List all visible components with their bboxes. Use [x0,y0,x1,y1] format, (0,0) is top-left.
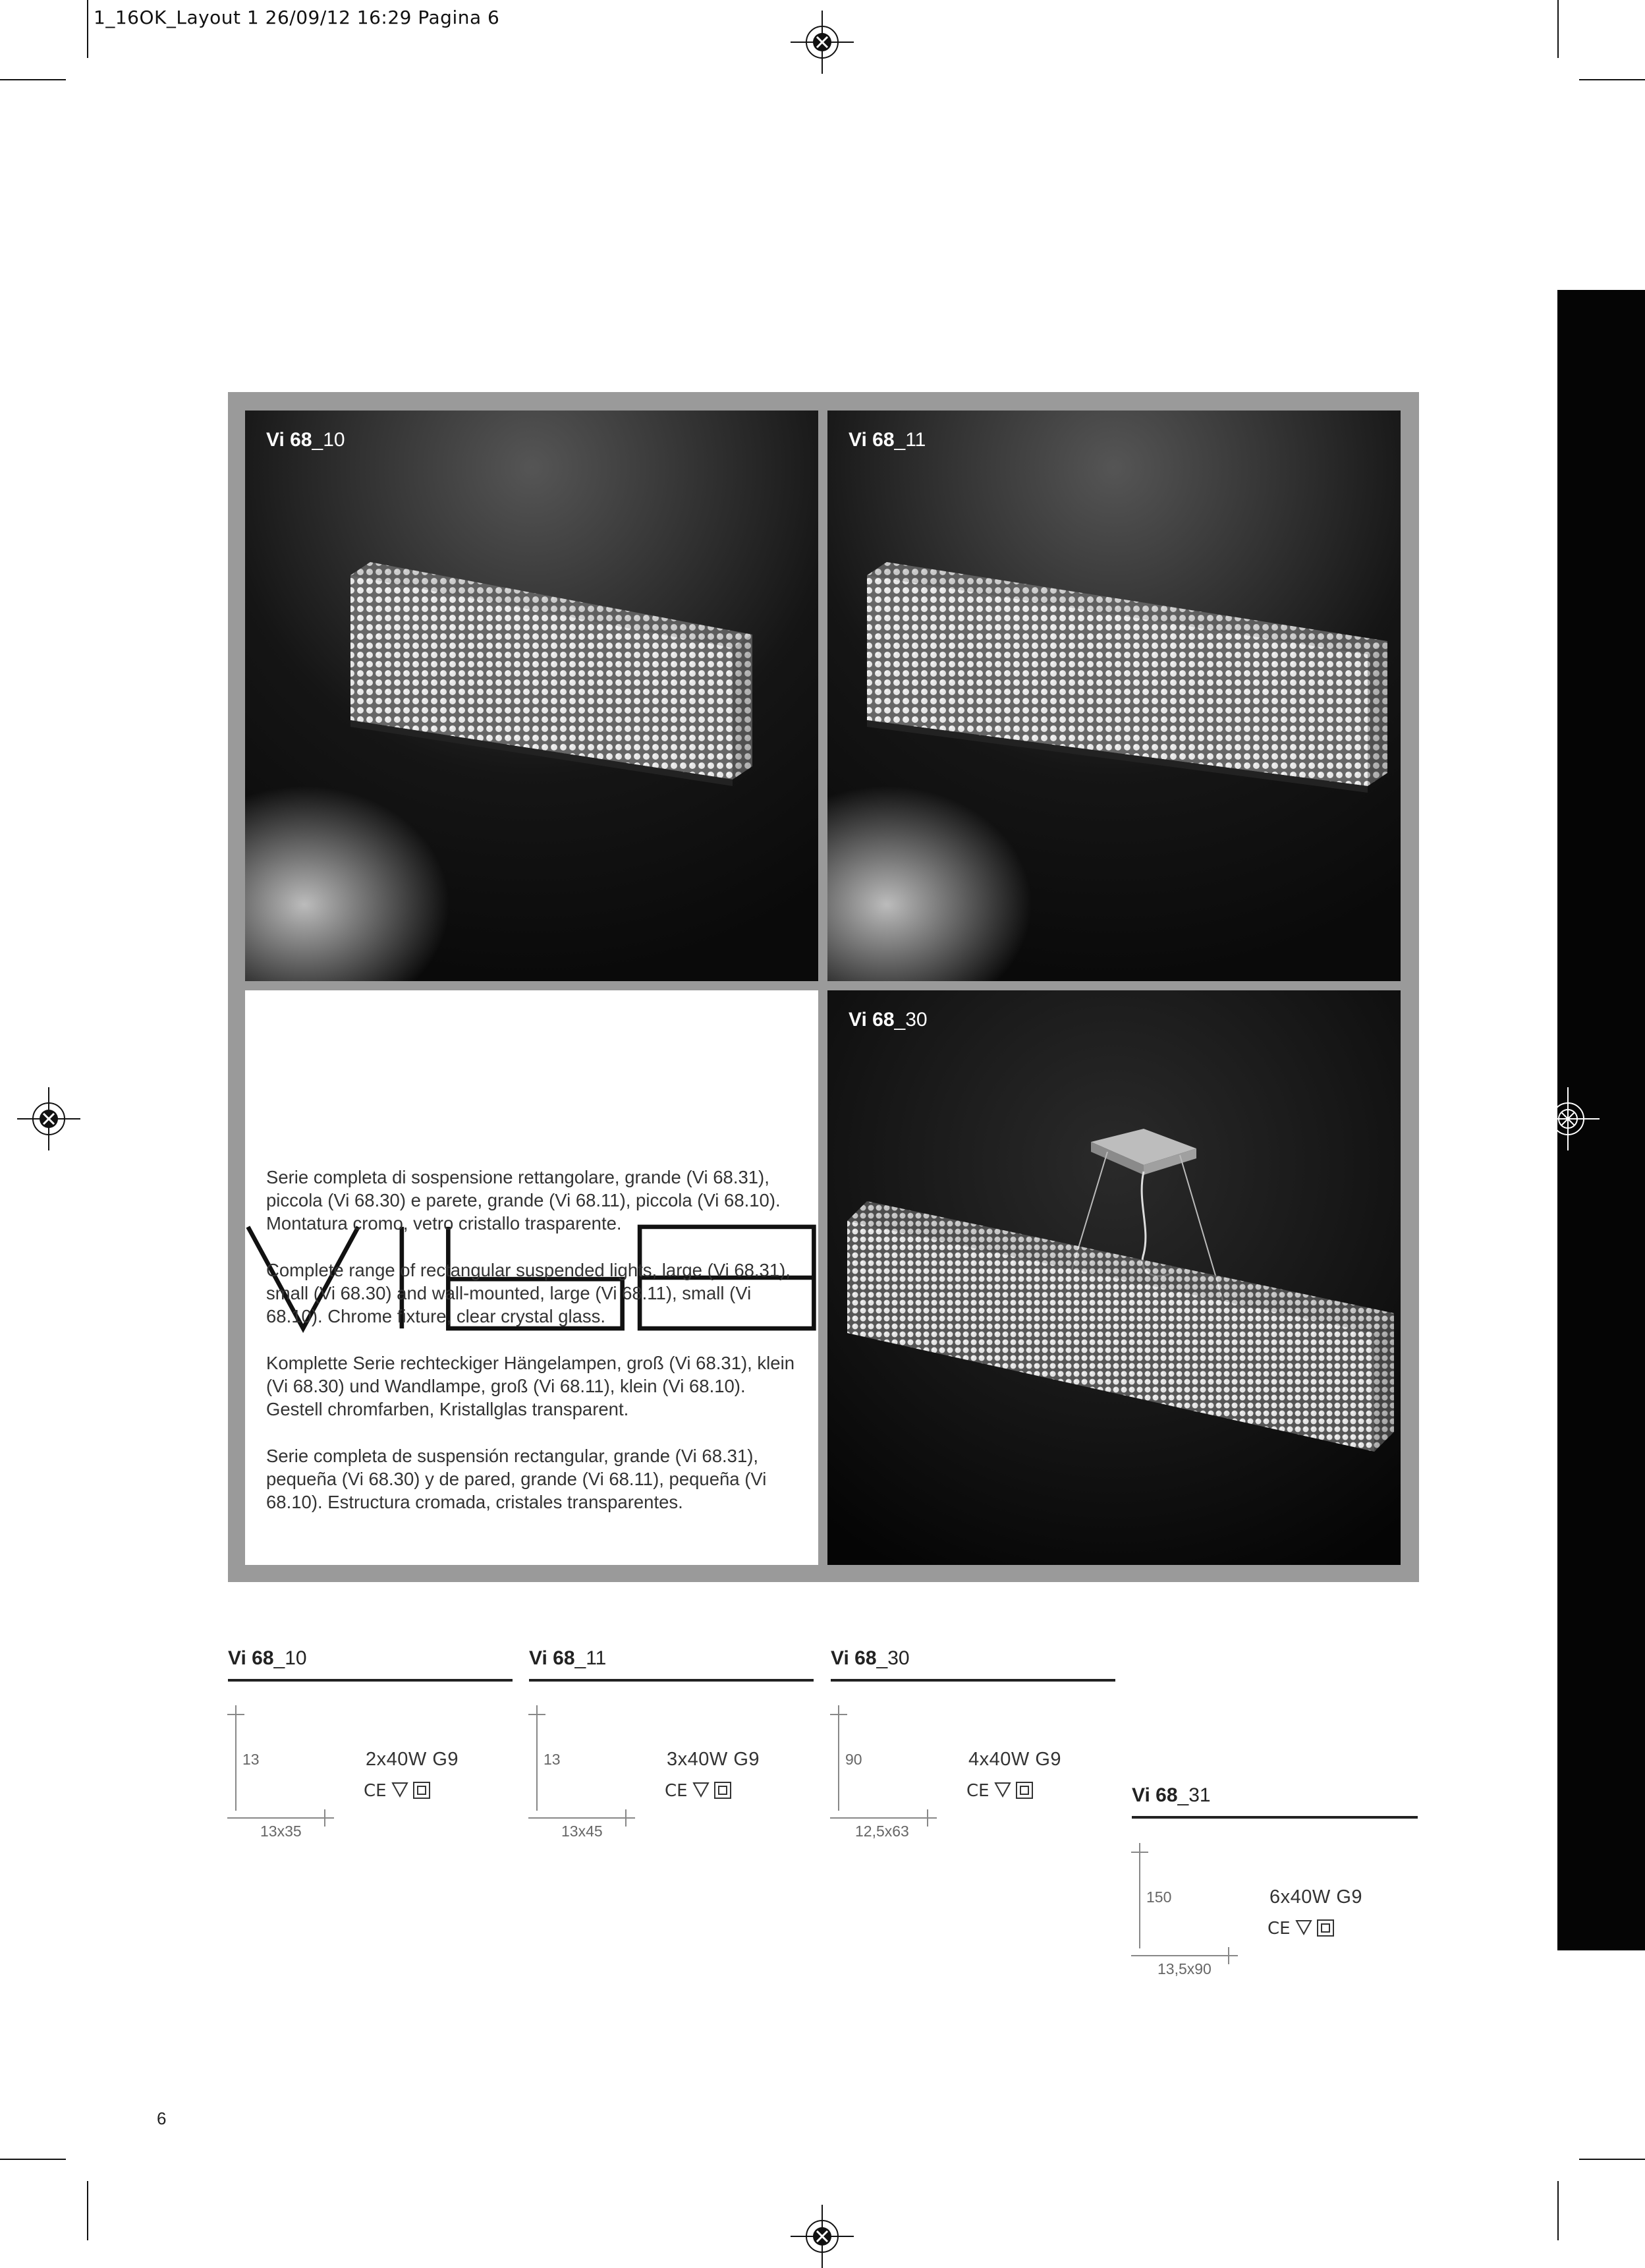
spec-rule [1132,1816,1418,1819]
size-value: 13,5x90 [1157,1960,1212,1977]
crop-mark [1579,79,1645,80]
spec-title: Vi 68_10 [228,1647,307,1669]
wattage: 2x40W G9 [366,1749,459,1770]
certification-marks-icon [665,1779,737,1800]
wall-lamp-photo [827,411,1401,981]
crop-mark [87,2181,88,2240]
registration-mark-icon [791,11,854,74]
description-spanish: Serie completa de suspensión rectangular, grande (Vi 68.31), pequeña (Vi 68.30) y de pared, grande (Vi 68.11), pequeña (Vi 68.10). Estructura cromada, cristales transparentes. [266,1446,767,1512]
crop-mark [0,2159,66,2160]
product-gallery [228,392,1419,1582]
svg-text:CE: CE [966,1781,990,1800]
description-text [266,1166,806,1537]
registration-mark-icon [17,1087,80,1150]
certification-marks-icon [364,1779,436,1800]
height-value: 13 [242,1751,260,1768]
height-dimension-line [838,1705,839,1811]
crop-mark [0,79,66,80]
height-value: 13 [544,1751,561,1768]
certification-marks-icon [1268,1917,1340,1938]
tile-label: Vi 68_30 [849,1009,928,1031]
spec-rule [831,1679,1115,1682]
dimension-tick [1228,1947,1229,1964]
width-dimension-line [528,1817,635,1819]
tile-label: Vi 68_10 [266,429,345,451]
height-dimension-line [235,1705,237,1811]
width-dimension-line [227,1817,334,1819]
svg-text:CE: CE [364,1781,387,1800]
suspension-lamp-photo [827,990,1401,1565]
height-value: 150 [1146,1888,1172,1906]
dimension-tick [324,1809,325,1827]
width-dimension-line [830,1817,937,1819]
spec-title: Vi 68_31 [1132,1784,1211,1806]
wattage: 3x40W G9 [667,1749,760,1770]
product-photo-vi68-30 [827,990,1401,1565]
size-value: 13x45 [561,1823,603,1840]
product-photo-vi68-10 [245,411,818,981]
width-dimension-line [1131,1955,1238,1956]
registration-mark-icon [1536,1087,1600,1150]
spec-rule [529,1679,814,1682]
product-photo-vi68-11 [827,411,1401,981]
side-bar [1557,290,1645,1950]
height-dimension-line [536,1705,538,1811]
crop-mark [1557,2181,1559,2240]
wall-lamp-photo [245,411,818,981]
size-value: 12,5x63 [855,1823,909,1840]
registration-mark-icon [791,2205,854,2268]
crop-mark [1557,0,1559,58]
print-slug: 1_16OK_Layout 1 26/09/12 16:29 Pagina 6 [94,7,500,28]
crop-mark [87,0,88,58]
dimension-tick [927,1809,928,1827]
spec-title: Vi 68_11 [529,1647,607,1669]
page-number: 6 [157,2109,167,2128]
size-value: 13x35 [260,1823,302,1840]
description-english: Complete range of rectangular suspended lights, large (Vi 68.31), small (Vi 68.30) and wall-mounted, large (Vi 68.11), small (Vi 68.10). Chrome fixture, clear crystal glass. [266,1260,791,1326]
spec-title: Vi 68_30 [831,1647,910,1669]
height-dimension-line [1139,1843,1140,1948]
certification-marks-icon [966,1779,1039,1800]
tile-label: Vi 68_11 [849,429,926,451]
description-italian: Serie completa di sospensione rettangolare, grande (Vi 68.31), piccola (Vi 68.30) e parete, grande (Vi 68.11), piccola (Vi 68.10). Montatura cromo, vetro cristallo trasparente. [266,1167,781,1233]
spec-rule [228,1679,513,1682]
svg-text:CE: CE [1268,1919,1291,1938]
svg-text:CE: CE [665,1781,688,1800]
description-german: Komplette Serie rechteckiger Hängelampen, groß (Vi 68.31), klein (Vi 68.30) und Wandlampe, groß (Vi 68.11), klein (Vi 68.10). Gestell chromfarben, Kristallglas transparent. [266,1353,795,1419]
dimension-tick [625,1809,627,1827]
crop-mark [1579,2159,1645,2160]
description-panel [245,990,818,1565]
height-value: 90 [845,1751,862,1768]
wattage: 6x40W G9 [1269,1886,1362,1908]
wattage: 4x40W G9 [968,1749,1061,1770]
